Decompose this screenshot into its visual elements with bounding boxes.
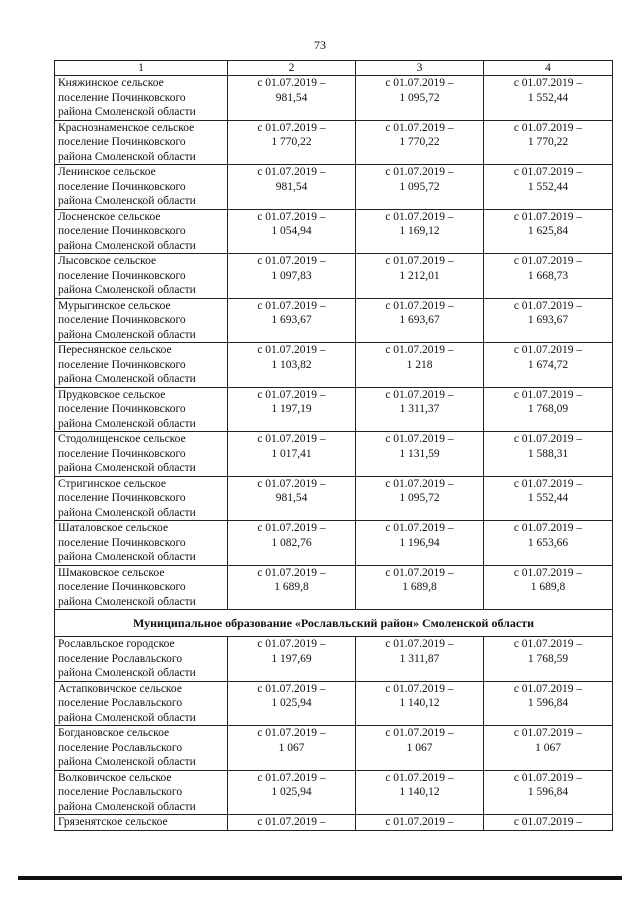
tariff-value-line: с 01.07.2019 – [385,477,454,490]
tariff-cell-col3 [356,120,484,165]
tariff-value-line: с 01.07.2019 – [385,771,454,784]
settlement-name-cell [55,76,228,121]
table-row [55,770,613,815]
table-row [55,76,613,121]
tariff-value-line: с 01.07.2019 – [513,771,583,784]
tariff-cell-col2 [228,565,356,610]
tariff-value-line: 981,54 [275,91,308,104]
tariff-value-line: 1 668,73 [527,269,569,282]
tariff-value-line: 1 082,76 [271,536,312,549]
tariff-cell-col4 [484,637,613,682]
tariff-value-line: с 01.07.2019 – [257,433,326,445]
tariff-cell-col3 [356,565,484,610]
section-title: Муниципальное образование «Рославльский район» Смоленской области [55,610,613,637]
settlement-name-line: Астапковичское сельское [58,682,182,695]
settlement-name-line: Грязенятское сельское [58,816,168,828]
table-row [55,815,613,831]
tariff-cell-col2 [228,254,356,299]
tariff-cell-col2 [228,120,356,165]
tariff-cell-col2 [228,681,356,726]
tariff-value-line: с 01.07.2019 – [385,638,454,650]
settlement-name-line: Прудковское сельское [58,388,166,401]
tariff-value-line: 1 196,94 [399,536,440,549]
settlement-name-line: поселение Починковского [58,403,186,415]
roslavl-district-rows [55,637,613,831]
tariff-value-line: 1 197,19 [271,403,312,415]
settlement-name-cell [55,637,228,682]
tariff-value-line: с 01.07.2019 – [513,477,583,490]
tariff-value-line: 1 552,44 [527,91,569,104]
tariff-value-line: с 01.07.2019 – [513,638,583,650]
tariff-cell-col4 [484,343,613,388]
tariff-value-line: с 01.07.2019 – [257,210,326,223]
tariff-value-line: 1 097,83 [271,269,312,282]
tariff-value-line: 1 693,67 [399,314,440,326]
settlement-name-cell [55,770,228,815]
tariff-value-line: с 01.07.2019 – [385,682,454,695]
settlement-name-cell [55,521,228,566]
settlement-name-line: Шаталовское сельское [58,522,169,534]
tariff-value-line: 1 025,94 [271,786,312,798]
settlement-name-line: района Смоленской области [58,506,196,519]
tariff-value-line: 981,54 [275,180,308,193]
tariff-cell-col3 [356,476,484,521]
tariff-value-line: с 01.07.2019 – [385,166,454,178]
tariff-value-line: 1 693,67 [271,314,312,326]
tariff-cell-col2 [228,387,356,432]
tariff-value-line: с 01.07.2019 – [257,522,326,534]
tariff-cell-col3 [356,770,484,815]
tariff-value-line: 1 197,69 [271,652,312,665]
settlement-name-line: поселение Рославльского [58,697,183,709]
tariff-cell-col2 [228,76,356,121]
tariff-value-line: 1 768,59 [527,652,569,665]
tariff-value-line: с 01.07.2019 – [257,77,326,89]
tariff-value-line: с 01.07.2019 – [513,727,583,739]
table-row [55,521,613,566]
table-row [55,254,613,299]
settlement-name-cell [55,387,228,432]
tariff-cell-col2 [228,815,356,831]
settlement-name-line: поселение Починковского [58,225,186,237]
tariff-value-line: 1 689,8 [274,581,309,593]
table-row [55,209,613,254]
column-header-4: 4 [484,61,613,76]
tariff-value-line: 1 067 [278,741,305,754]
table-header-row [55,61,613,76]
tariff-value-line: с 01.07.2019 – [513,433,583,445]
footer-rule [18,876,622,880]
tariff-cell-col4 [484,815,613,831]
settlement-name-line: Шмаковское сельское [58,566,165,579]
settlement-name-line: Рославльское городское [58,638,175,650]
settlement-name-cell [55,726,228,771]
table-row [55,120,613,165]
tariff-cell-col4 [484,209,613,254]
tariff-value-line: с 01.07.2019 – [385,255,454,267]
tariff-value-line: с 01.07.2019 – [385,433,454,445]
tariff-value-line: 1 095,72 [399,180,440,193]
settlement-name-line: района Смоленской области [58,284,196,296]
tariff-cell-col2 [228,209,356,254]
tariff-value-line: 1 054,94 [271,225,312,237]
settlement-name-line: поселение Починковского [58,314,186,326]
tariff-cell-col3 [356,209,484,254]
tariff-cell-col3 [356,726,484,771]
settlement-name-line: района Смоленской области [58,800,196,813]
column-header-2: 2 [228,61,356,76]
tariff-cell-col3 [356,521,484,566]
settlement-name-line: Княжинское сельское [58,77,164,89]
tariff-value-line: 1 095,72 [399,91,440,104]
settlement-name-cell [55,120,228,165]
settlement-name-line: поселение Починковского [58,180,186,193]
column-header-3: 3 [356,61,484,76]
tariff-cell-col4 [484,565,613,610]
settlement-name-line: Краснознаменское сельское [58,121,195,134]
tariff-value-line: с 01.07.2019 – [385,210,454,223]
settlement-name-cell [55,565,228,610]
settlement-name-line: района Смоленской области [58,667,196,679]
settlement-name-line: района Смоленской области [58,150,196,163]
table-row [55,476,613,521]
tariff-cell-col2 [228,726,356,771]
tariff-value-line: 1 653,66 [527,536,569,549]
tariff-value-line: 1 140,12 [399,697,440,709]
tariff-cell-col4 [484,120,613,165]
tariff-cell-col2 [228,432,356,477]
tariff-cell-col3 [356,343,484,388]
tariff-cell-col4 [484,76,613,121]
tariff-cell-col3 [356,254,484,299]
settlement-name-line: поселение Починковского [58,269,186,282]
tariff-cell-col4 [484,726,613,771]
page-number: 73 [314,38,326,52]
tariff-value-line: 1 218 [406,358,433,371]
tariff-value-line: 1 596,84 [527,786,569,798]
tariff-cell-col4 [484,476,613,521]
settlement-name-cell [55,209,228,254]
settlement-name-line: района Смоленской области [58,239,196,252]
settlement-name-line: Ленинское сельское [58,166,156,178]
tariff-value-line: с 01.07.2019 – [385,522,454,534]
tariff-value-line: с 01.07.2019 – [257,255,326,267]
tariff-cell-col3 [356,165,484,210]
table-row [55,298,613,343]
tariff-cell-col3 [356,815,484,831]
tariff-value-line: с 01.07.2019 – [257,727,326,739]
tariff-value-line: с 01.07.2019 – [513,166,583,178]
tariff-cell-col3 [356,432,484,477]
tariff-value-line: 1 025,94 [271,697,312,709]
tariff-value-line: 1 770,22 [527,136,569,148]
tariff-value-line: с 01.07.2019 – [385,816,454,828]
settlement-name-line: поселение Рославльского [58,652,183,665]
settlement-name-cell [55,165,228,210]
tariff-value-line: с 01.07.2019 – [385,121,454,134]
settlement-name-line: поселение Рославльского [58,741,183,754]
tariff-value-line: 1 140,12 [399,786,440,798]
settlement-name-line: района Смоленской области [58,195,196,207]
tariff-value-line: 1 311,87 [399,652,440,665]
tariff-value-line: 1 693,67 [527,314,569,326]
tariff-cell-col2 [228,476,356,521]
tariff-value-line: 1 552,44 [527,180,569,193]
settlement-name-line: поселение Починковского [58,447,186,460]
tariff-cell-col3 [356,387,484,432]
table-row [55,681,613,726]
tariff-value-line: 1 017,41 [271,447,312,460]
tariff-cell-col3 [356,637,484,682]
settlement-name-cell [55,343,228,388]
tariff-value-line: с 01.07.2019 – [513,522,583,534]
settlement-name-line: Переснянское сельское [58,344,172,356]
tariff-value-line: 1 596,84 [527,697,569,709]
tariff-cell-col4 [484,521,613,566]
tariff-cell-col4 [484,432,613,477]
tariff-cell-col4 [484,298,613,343]
settlement-name-line: поселение Починковского [58,581,186,593]
table-row [55,432,613,477]
tariff-cell-col2 [228,637,356,682]
tariff-cell-col2 [228,770,356,815]
settlement-name-line: поселение Починковского [58,358,186,371]
settlement-name-line: Лысовское сельское [58,255,157,267]
table-row [55,565,613,610]
tariff-value-line: 1 067 [535,741,561,754]
tariff-value-line: с 01.07.2019 – [513,344,583,356]
tariff-value-line: с 01.07.2019 – [513,566,583,579]
tariff-value-line: с 01.07.2019 – [385,727,454,739]
tariff-value-line: с 01.07.2019 – [257,771,326,784]
tariff-value-line: с 01.07.2019 – [257,299,326,312]
table-row [55,387,613,432]
settlement-name-line: Богдановское сельское [58,727,170,739]
table-row [55,637,613,682]
tariff-value-line: 1 311,37 [399,403,440,415]
tariff-cell-col4 [484,254,613,299]
settlement-name-line: района Смоленской области [58,328,196,341]
tariff-cell-col4 [484,681,613,726]
settlement-name-cell [55,298,228,343]
settlement-name-line: Лосненское сельское [58,210,161,223]
tariff-value-line: 1 625,84 [527,225,569,237]
table-row [55,343,613,388]
tariff-value-line: 1 552,44 [527,492,569,504]
settlement-name-line: Мурыгинское сельское [58,299,171,312]
settlement-name-line: района Смоленской области [58,373,196,385]
settlement-name-line: поселение Рославльского [58,786,183,798]
tariff-cell-col2 [228,343,356,388]
tariff-value-line: с 01.07.2019 – [257,121,326,134]
tariff-value-line: с 01.07.2019 – [385,299,454,312]
tariff-cell-col2 [228,298,356,343]
settlement-name-line: поселение Починковского [58,91,186,104]
tariff-value-line: 981,54 [275,492,308,504]
tariff-value-line: с 01.07.2019 – [385,77,454,89]
settlement-name-line: района Смоленской области [58,462,196,474]
tariff-value-line: 1 588,31 [527,447,569,460]
tariff-value-line: с 01.07.2019 – [513,255,583,267]
tariff-value-line: с 01.07.2019 – [513,210,583,223]
tariff-cell-col4 [484,387,613,432]
column-header-1: 1 [55,61,228,76]
tariff-cell-col4 [484,770,613,815]
settlement-name-cell [55,681,228,726]
settlement-name-line: района Смоленской области [58,417,196,430]
pochinok-district-rows [55,76,613,610]
tariff-cell-col2 [228,521,356,566]
settlement-name-line: района Смоленской области [58,595,196,608]
tariff-value-line: с 01.07.2019 – [513,816,583,828]
tariff-value-line: с 01.07.2019 – [257,388,326,401]
tariff-value-line: с 01.07.2019 – [257,816,326,828]
tariff-value-line: с 01.07.2019 – [513,121,583,134]
tariff-cell-col2 [228,165,356,210]
tariff-value-line: 1 770,22 [399,136,440,148]
tariff-value-line: 1 689,8 [402,581,437,593]
tariff-value-line: 1 095,72 [399,492,440,504]
settlement-name-line: поселение Починковского [58,536,186,549]
tariff-value-line: с 01.07.2019 – [385,388,454,401]
tariff-value-line: 1 770,22 [271,136,312,148]
settlement-name-line: Волковичское сельское [58,771,172,784]
tariff-value-line: 1 131,59 [399,447,440,460]
settlement-name-line: Стригинское сельское [58,477,167,490]
tariff-value-line: 1 169,12 [399,225,440,237]
tariff-cell-col3 [356,681,484,726]
tariff-value-line: 1 689,8 [530,581,566,593]
settlement-name-line: района Смоленской области [58,756,196,768]
tariff-table [54,60,613,831]
tariff-value-line: 1 768,09 [527,403,569,415]
settlement-name-line: поселение Починковского [58,136,186,148]
settlement-name-cell [55,476,228,521]
tariff-value-line: с 01.07.2019 – [385,344,454,356]
settlement-name-cell [55,815,228,831]
settlement-name-cell [55,432,228,477]
tariff-value-line: с 01.07.2019 – [257,566,326,579]
settlement-name-line: поселение Починковского [58,492,186,504]
tariff-value-line: с 01.07.2019 – [385,566,454,579]
tariff-value-line: с 01.07.2019 – [513,388,583,401]
tariff-value-line: 1 674,72 [527,358,569,371]
settlement-name-line: Стодолищенское сельское [58,433,186,445]
section-row [55,610,613,637]
settlement-name-line: района Смоленской области [58,711,196,724]
tariff-value-line: с 01.07.2019 – [257,638,326,650]
tariff-value-line: 1 067 [406,741,433,754]
tariff-value-line: с 01.07.2019 – [257,682,326,695]
tariff-cell-col3 [356,298,484,343]
table-row [55,726,613,771]
tariff-value-line: с 01.07.2019 – [257,344,326,356]
tariff-cell-col3 [356,76,484,121]
tariff-value-line: с 01.07.2019 – [513,682,583,695]
tariff-value-line: с 01.07.2019 – [513,77,583,89]
settlement-name-line: района Смоленской области [58,106,196,118]
settlement-name-line: района Смоленской области [58,551,196,563]
tariff-value-line: с 01.07.2019 – [257,477,326,490]
tariff-value-line: 1 212,01 [399,269,440,282]
table-row [55,165,613,210]
settlement-name-cell [55,254,228,299]
tariff-cell-col4 [484,165,613,210]
tariff-value-line: 1 103,82 [271,358,312,371]
tariff-value-line: с 01.07.2019 – [513,299,583,312]
tariff-value-line: с 01.07.2019 – [257,166,326,178]
